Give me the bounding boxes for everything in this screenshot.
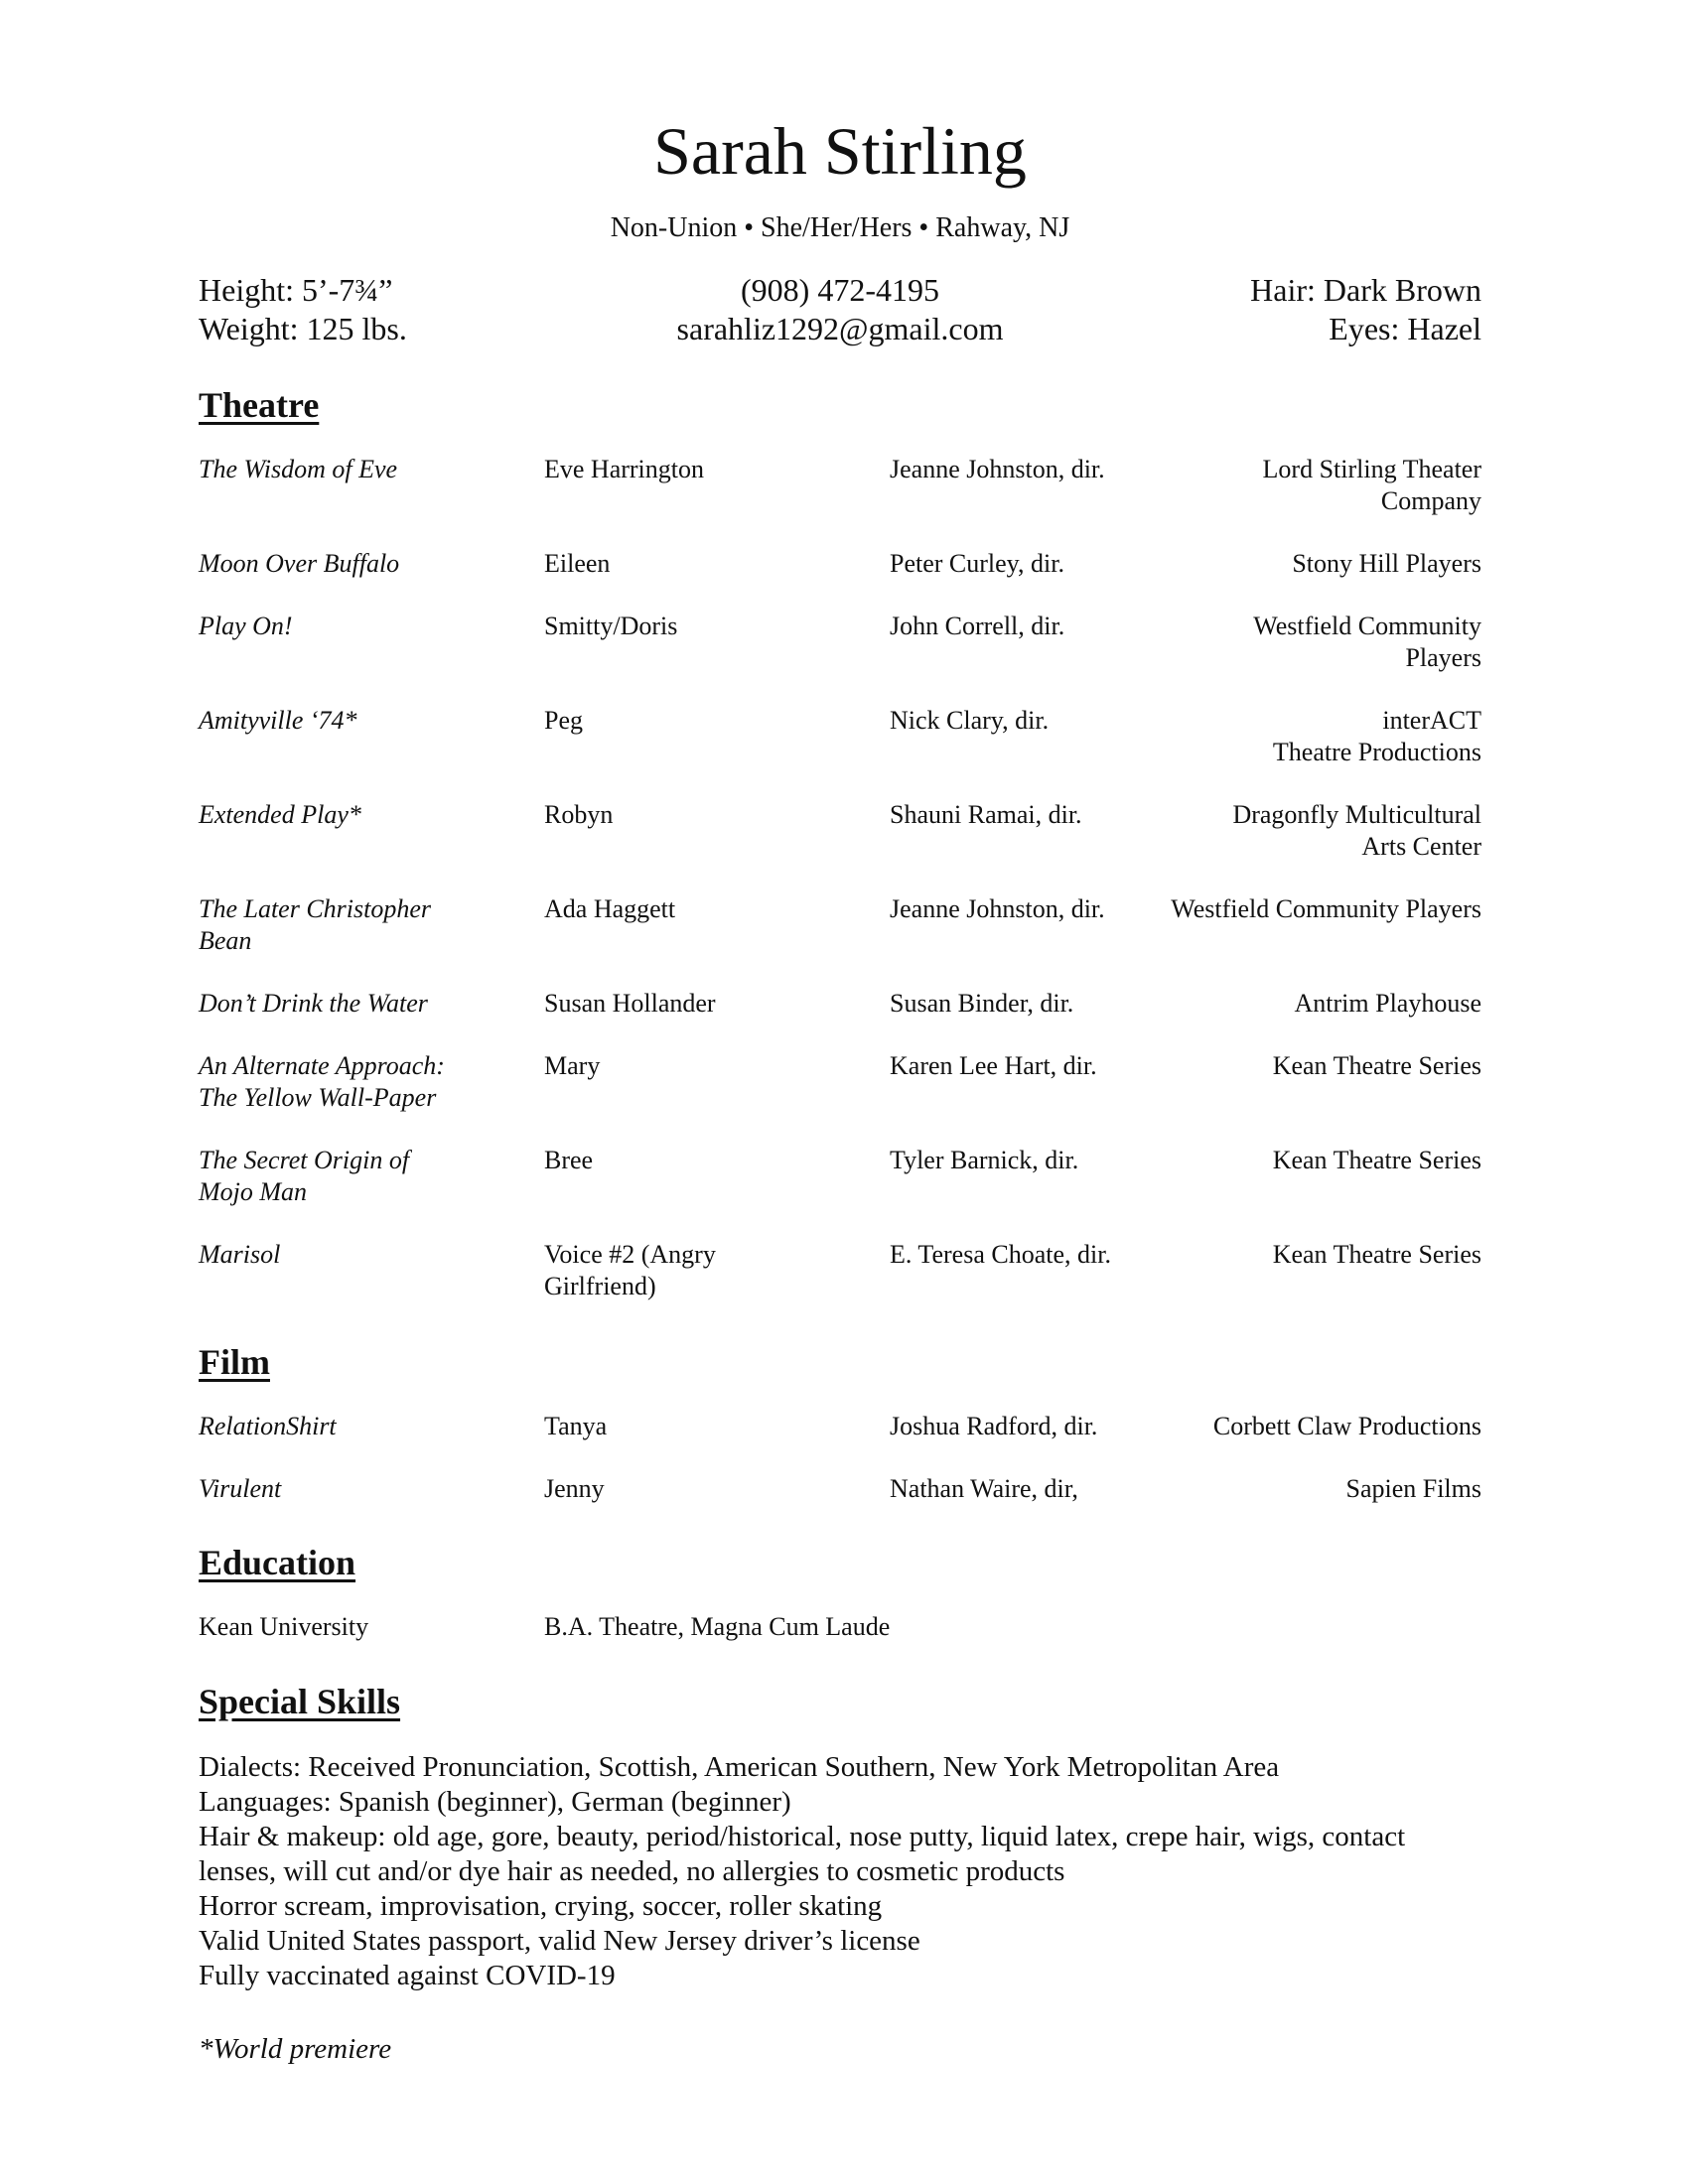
credit-director: John Correll, dir. [890, 612, 1065, 640]
credit-director: Jeanne Johnston, dir. [890, 894, 1105, 923]
footnote: *World premiere [199, 2033, 392, 2065]
stats-block [199, 271, 1481, 348]
phone: (908) 472-4195 [741, 272, 939, 308]
credit-title: RelationShirt [199, 1412, 337, 1440]
skill-line: Fully vaccinated against COVID-19 [199, 1960, 616, 1991]
credit-title: Extended Play* [199, 800, 361, 829]
credit-director: Jeanne Johnston, dir. [890, 455, 1105, 483]
credit-title: Play On! [199, 612, 293, 640]
credit-company: Corbett Claw Productions [1212, 1412, 1481, 1440]
credit-director: Susan Binder, dir. [890, 989, 1074, 1018]
credit-director: Karen Lee Hart, dir. [890, 1051, 1097, 1080]
education-school: Kean University [199, 1612, 369, 1641]
weight: Weight: 125 lbs. [199, 311, 407, 346]
section-heading-film: Film [199, 1342, 270, 1382]
credit-director: Peter Curley, dir. [890, 549, 1064, 578]
credit-company: Kean Theatre Series [1272, 1146, 1481, 1174]
credit-company: Lord Stirling Theater Company [1262, 455, 1481, 515]
credit-company: Kean Theatre Series [1272, 1240, 1481, 1269]
credit-role: Voice #2 (Angry Girlfriend) [544, 1240, 716, 1300]
credit-company: Westfield Community Players [1171, 894, 1481, 923]
section-heading-special-skills: Special Skills [199, 1682, 401, 1721]
skill-line: lenses, will cut and/or dye hair as needed, no allergies to cosmetic products [199, 1855, 1065, 1887]
credit-role: Mary [544, 1051, 601, 1080]
credit-title: Moon Over Buffalo [199, 549, 400, 578]
credit-role: Peg [544, 706, 583, 735]
credit-role: Susan Hollander [544, 989, 716, 1018]
union-pronouns-location: Non-Union • She/Her/Hers • Rahway, NJ [610, 212, 1070, 243]
credit-director: Shauni Ramai, dir. [890, 800, 1082, 829]
credit-company: Antrim Playhouse [1294, 989, 1481, 1018]
skill-line: Hair & makeup: old age, gore, beauty, period/historical, nose putty, liquid latex, crepe hair, wigs, contact [199, 1821, 1406, 1852]
credit-title: The Secret Origin of Mojo Man [199, 1146, 410, 1206]
credit-role: Bree [544, 1146, 594, 1174]
credit-company: Stony Hill Players [1292, 549, 1481, 578]
credit-title: The Wisdom of Eve [199, 455, 398, 483]
credit-title: Virulent [199, 1474, 282, 1503]
credit-director: Nick Clary, dir. [890, 706, 1050, 735]
credit-company: Dragonfly Multicultural Arts Center [1232, 800, 1481, 861]
hair-color: Hair: Dark Brown [1250, 272, 1481, 308]
credit-company: Sapien Films [1345, 1474, 1481, 1503]
credit-title: An Alternate Approach: The Yellow Wall-Paper [199, 1051, 445, 1112]
credit-company: Kean Theatre Series [1272, 1051, 1481, 1080]
credit-director: E. Teresa Choate, dir. [890, 1240, 1111, 1269]
section-heading-education: Education [199, 1543, 356, 1582]
credit-director: Joshua Radford, dir. [890, 1412, 1098, 1440]
credit-director: Nathan Waire, dir, [890, 1474, 1078, 1503]
credit-title: Amityville ‘74* [199, 706, 357, 735]
credit-title: The Later Christopher Bean [199, 894, 432, 955]
credit-company: interACT Theatre Productions [1272, 706, 1481, 766]
credit-company: Westfield Community Players [1253, 612, 1481, 672]
credit-role: Jenny [544, 1474, 605, 1503]
credit-title: Marisol [199, 1240, 281, 1269]
actor-name: Sarah Stirling [653, 113, 1027, 189]
credit-role: Ada Haggett [544, 894, 676, 923]
credit-role: Tanya [544, 1412, 608, 1440]
skill-line: Valid United States passport, valid New Jersey driver’s license [199, 1925, 920, 1957]
skills-list [199, 1750, 1481, 1993]
credit-role: Robyn [544, 800, 614, 829]
height: Height: 5’-7¾” [199, 272, 393, 308]
credit-director: Tyler Barnick, dir. [890, 1146, 1079, 1174]
education-degree: B.A. Theatre, Magna Cum Laude [544, 1612, 891, 1641]
skill-line: Dialects: Received Pronunciation, Scottish, American Southern, New York Metropolitan Area [199, 1751, 1280, 1783]
credit-role: Eileen [544, 549, 611, 578]
email: sarahliz1292@gmail.com [676, 311, 1004, 346]
credit-role: Smitty/Doris [544, 612, 678, 640]
credit-role: Eve Harrington [544, 455, 705, 483]
skill-line: Horror scream, improvisation, crying, soccer, roller skating [199, 1890, 883, 1922]
skill-line: Languages: Spanish (beginner), German (beginner) [199, 1786, 791, 1818]
section-heading-theatre: Theatre [199, 385, 320, 425]
credit-title: Don’t Drink the Water [199, 989, 428, 1018]
eye-color: Eyes: Hazel [1329, 311, 1481, 346]
